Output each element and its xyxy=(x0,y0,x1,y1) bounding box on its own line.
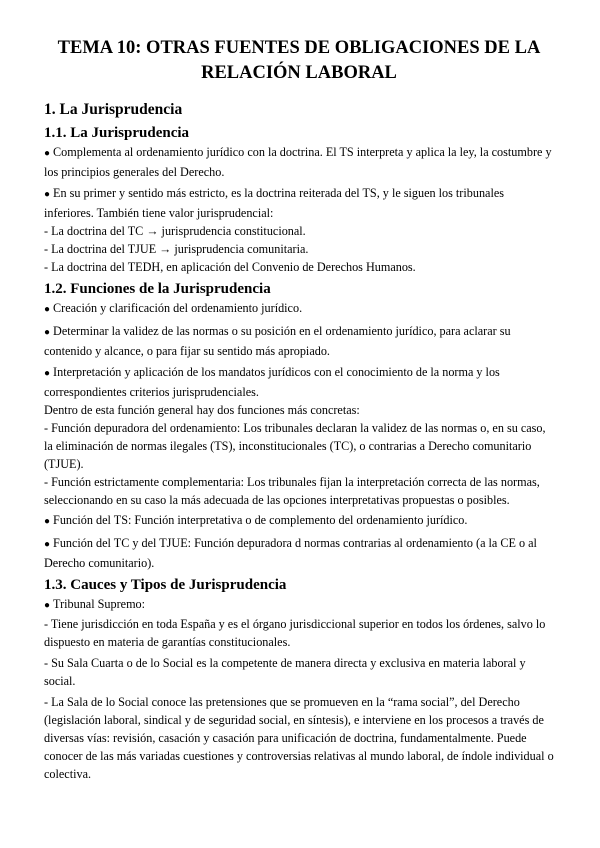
functions-list xyxy=(44,419,554,509)
bullet-icon: ● xyxy=(44,539,51,550)
subsection-heading-1-1: 1.1. La Jurisprudencia xyxy=(44,125,190,141)
bullet-icon: ● xyxy=(44,600,51,611)
bullet-icon: ● xyxy=(44,189,51,200)
bullet-paragraph xyxy=(44,299,554,319)
subsection-heading-1-3: 1.3. Cauces y Tipos de Jurisprudencia xyxy=(44,577,287,593)
bullet-paragraph xyxy=(44,511,554,531)
title-line-1: TEMA 10: OTRAS FUENTES DE OBLIGACIONES DE LA xyxy=(57,38,541,58)
bullet-paragraph xyxy=(44,184,554,222)
bullet-paragraph xyxy=(44,322,554,360)
list-item: - Su Sala Cuarta o de lo Social es la competente de manera directa y exclusiva en materia laboral y social. xyxy=(44,656,526,688)
bullet-icon: ● xyxy=(44,516,51,527)
list-item: - La doctrina del TJUE → jurisprudencia comunitaria. xyxy=(44,242,309,256)
paragraph-text: Creación y clarificación del ordenamiento jurídico. xyxy=(53,301,303,315)
bullet-icon: ● xyxy=(44,368,51,379)
doctrine-list xyxy=(44,222,554,276)
list-item: - La Sala de lo Social conoce las pretensiones que se promueven en la “rama social”, del Derecho (legislación laboral, sindical y de seguridad social, en síntesis), e interviene en los procesos a través de diversas vías: revisión, casación y casación para unificación de doctrina, fundamentalmente. Puede conocer de las más variadas cuestiones y controversias relativas al mundo laboral, de índole individual o colectiva. xyxy=(44,695,554,781)
bullet-icon: ● xyxy=(44,304,51,315)
list-item: - Función depuradora del ordenamiento: Los tribunales declaran la validez de las normas o, en su caso, la eliminación de normas ilegales (TS), inconstitucionales (TC), o contrarias a Derecho comunitario (TJUE). xyxy=(44,421,546,471)
paragraph-text: Determinar la validez de las normas o su posición en el ordenamiento jurídico, para aclarar su contenido y alcance, o para fijar su sentido más apropiado. xyxy=(44,324,511,358)
paragraph-text: Interpretación y aplicación de los mandatos jurídicos con el conocimiento de la norma y los correspondientes criterios jurisprudenciales. xyxy=(44,365,500,399)
paragraph-text: En su primer y sentido más estricto, es la doctrina reiterada del TS, y le siguen los tribunales inferiores. También tiene valor jurisprudencial: xyxy=(44,186,504,220)
bullet-paragraph xyxy=(44,143,554,181)
bullet-icon: ● xyxy=(44,148,51,159)
subsection-heading-1-2: 1.2. Funciones de la Jurisprudencia xyxy=(44,281,271,297)
paragraph-text: Dentro de esta función general hay dos funciones más concretas: xyxy=(44,403,360,417)
list-item: - Función estrictamente complementaria: Los tribunales fijan la interpretación correcta de las normas, seleccionando en su caso la más adecuada de las opciones interpretativas propuestas o posibles. xyxy=(44,475,540,507)
list-item: - Tiene jurisdicción en toda España y es el órgano jurisdiccional superior en todos los órdenes, salvo lo dispuesto en materia de garantías constitucionales. xyxy=(44,617,546,649)
bullet-paragraph xyxy=(44,534,554,572)
section-heading-jurisprudencia: 1. La Jurisprudencia xyxy=(44,101,183,118)
paragraph-text: Función del TS: Función interpretativa o de complemento del ordenamiento jurídico. xyxy=(53,513,468,527)
bullet-icon: ● xyxy=(44,327,51,338)
document-title xyxy=(44,36,554,86)
paragraph-text: Función del TC y del TJUE: Función depuradora d normas contrarias al ordenamiento (a la CE o al Derecho comunitario). xyxy=(44,536,537,570)
list-item: - La doctrina del TC → jurisprudencia constitucional. xyxy=(44,224,306,238)
title-line-2: RELACIÓN LABORAL xyxy=(201,63,397,83)
bullet-paragraph xyxy=(44,595,554,615)
bullet-paragraph xyxy=(44,363,554,401)
paragraph-text: Tribunal Supremo: xyxy=(53,597,146,611)
paragraph-text: Complementa al ordenamiento jurídico con la doctrina. El TS interpreta y aplica la ley, la costumbre y los principios generales del Derecho. xyxy=(44,145,552,179)
list-item: - La doctrina del TEDH, en aplicación del Convenio de Derechos Humanos. xyxy=(44,260,416,274)
